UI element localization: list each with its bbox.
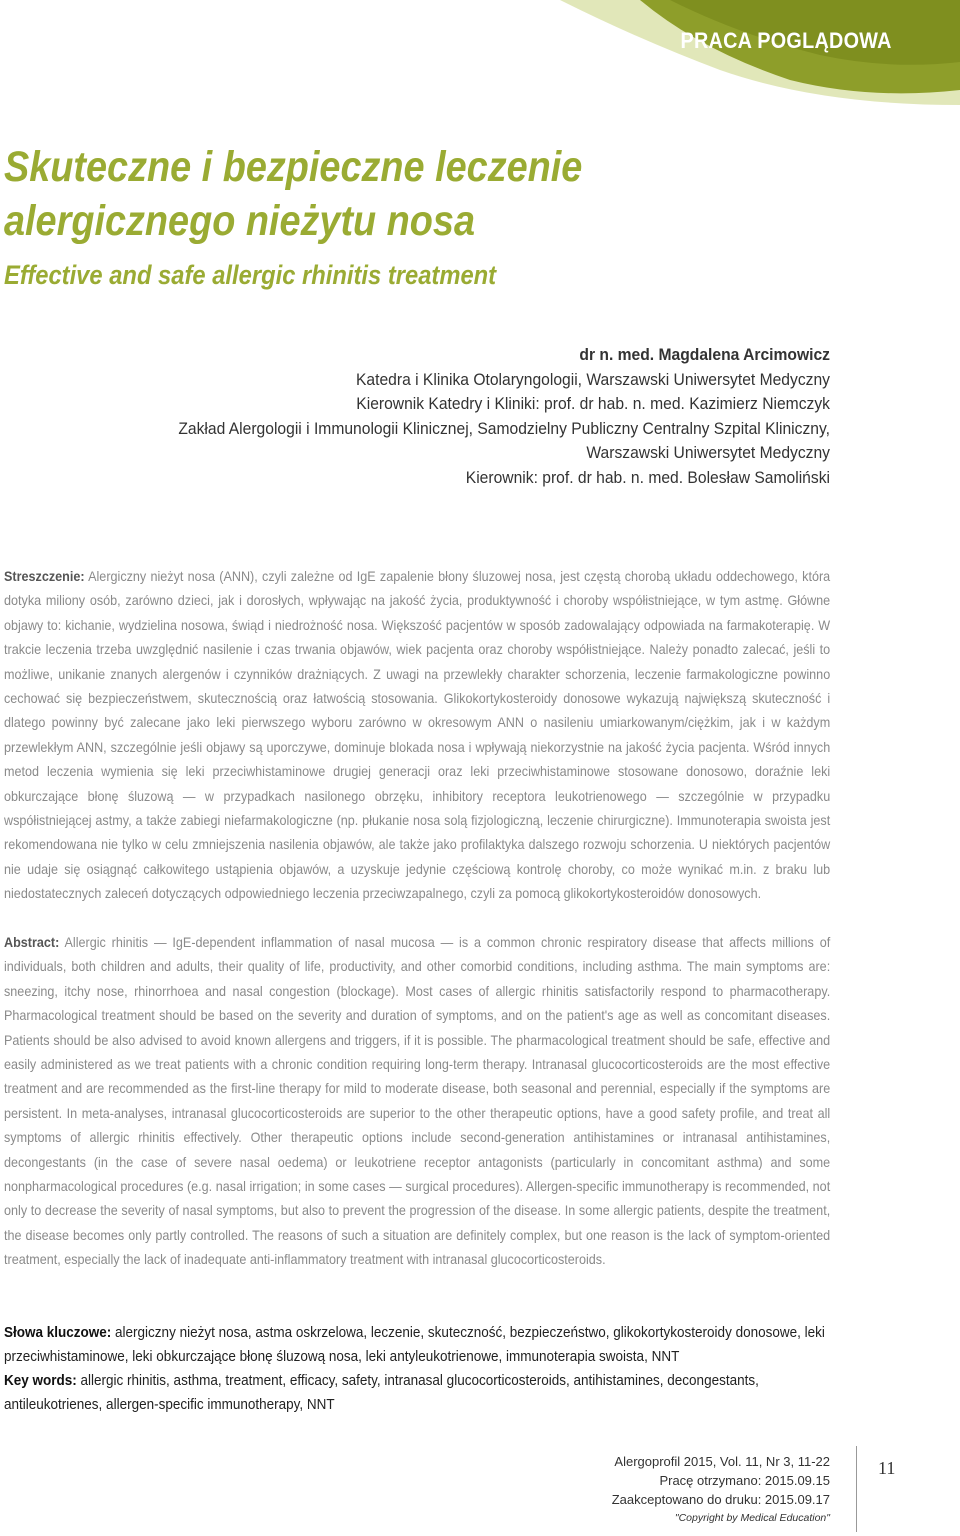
- title-pl-line-1: Skuteczne i bezpieczne leczenie: [4, 143, 583, 191]
- abstract-en-text: Allergic rhinitis — IgE-dependent inflammation of nasal mucosa — is a common chronic respiratory disease that affects millions of individuals, both children and adults, their quality of life, productivity, and other comorbid conditions, including asthma. The main symptoms are: sneezing, itchy nose, rhinorrhoea and nasal congestion (blockage). Most cases of allergic rhinitis satisfactorily respond to pharmacotherapy. Pharmacological treatment should be based on the severity and duration of symptoms, and on the patient's age as well as concomitant diseases. Patients should be also advised to avoid known allergens and triggers, if it is possible. The pharmacological treatment should be safe, effective and easily administered as we treat patients with a chronic condition requiring long-term therapy. Intranasal glucocorticosteroids are the most effective treatment and are recommended as the first-line therapy for mild to moderate disease, both seasonal and perennial, especially if the symptoms are persistent. In meta-analyses, intranasal glucocorticosteroids are superior to the other therapeutic options, have a good safety profile, and treat all symptoms of allergic rhinitis effectively. Other therapeutic options include second-generation antihistamines or intranasal antihistamines, decongestants (in the case of severe nasal oedema) or leukotriene receptor antagonists (particularly in concomitant asthma) and some nonpharmacological procedures (e.g. nasal irrigation; in some cases — surgical procedures). Allergen-specific immunotherapy is recommended, not only to decrease the severity of nasal symptoms, but also to prevent the progression of the disease. In some allergic patients, despite the treatment, the disease becomes only partly controlled. The reasons of such a situation are definitely complex, but one reason is the lack of symptom-oriented treatment, especially the lack of inadequate anti-inflammatory treatment with intranasal glucocorticosteroids.: [4, 934, 831, 1268]
- journal-footer: [612, 1452, 830, 1528]
- keywords-en-label: Key words:: [4, 1372, 77, 1389]
- abstract-pl-label: Streszczenie:: [4, 568, 85, 584]
- copyright-note: "Copyright by Medical Education": [674, 1512, 830, 1524]
- banner-decoration: [520, 0, 960, 130]
- affiliation-line: Katedra i Klinika Otolaryngologii, Warszawski Uniwersytet Medyczny: [355, 369, 830, 389]
- keywords-en-text: allergic rhinitis, asthma, treatment, efficacy, safety, intranasal glucocorticosteroids, antihistamines, decongestants, antileukotrienes, allergen-specific immunotherapy, NNT: [4, 1372, 759, 1413]
- keywords-pl-label: Słowa kluczowe:: [4, 1324, 112, 1341]
- keywords-section: [4, 1321, 830, 1417]
- keywords-pl: [4, 1321, 830, 1369]
- page-number: 11: [878, 1458, 896, 1478]
- abstract-pl-text: Alergiczny nieżyt nosa (ANN), czyli zależne od IgE zapalenie błony śluzowej nosa, jest częstą chorobą układu oddechowego, która dotyka miliony osób, zarówno dzieci, jak i dorosłych, wpływając na jakość życia, produktywność i choroby współistniejące, w tym astmę. Główne objawy to: kichanie, wydzielina nosowa, świąd i niedrożność nosa. Większość pacjentów w sposób zadowalający odpowiada na farmakoterapię. W trakcie leczenia trzeba uwzględnić nasilenie i czas trwania objawów, wiek pacjenta oraz choroby współistniejące. Należy ponadto zalecać, jeśli to możliwe, unikanie znanych alergenów i czynników drażniących. Z uwagi na przewlekły charakter schorzenia, leczenie farmakologiczne powinno cechować się bezpieczeństwem, skutecznością oraz łatwością stosowania. Glikokortykosteroidy donosowe wykazują największą skuteczność i dlatego powinny być zalecane jako leki pierwszego wyboru zarówno w okresowym ANN o nasileniu umiarkowanym/ciężkim, jak i w każdym przewlekłym ANN, szczególnie jeśli objawy są uporczywe, dominuje blokada nosa i wpływają niekorzystnie na jakość życia pacjenta. Wśród innych metod leczenia wymienia się leki przeciwhistaminowe drugiej generacji oraz leki przeciwhistaminowe stosowane donosowo, doraźnie leki obkurczające błonę śluzową — w przypadkach nasilonego obrzęku, inhibitory receptora leukotrienowego — szczególnie w przypadku współistniejącej astmy, a także zabiegi niefarmakologiczne (np. płukanie nosa solą fizjologiczną, leczenie chirurgiczne). Immunoterapia swoista jest rekomendowana nie tylko w celu zmniejszenia nasilenia objawów, ale także jako profilaktyka dalszego rozwoju schorzenia. U niektórych pacjentów nie udaje się osiągnąć całkowitego ustąpienia objawów, a uzyskuje jedynie częściową kontrolę choroby, co może wynikać m.in. z braku lub niedostatecznych zaleceń dotyczących odpowiedniego leczenia przeciwzapalnego, czyli za pomocą glikokortykosteroidów donosowych.: [4, 568, 831, 902]
- article-title-en: Effective and safe allergic rhinitis treatment: [4, 260, 497, 290]
- abstract-en-label: Abstract:: [4, 934, 60, 950]
- affiliation-line: Kierownik: prof. dr hab. n. med. Bolesław Samoliński: [465, 467, 830, 487]
- keywords-pl-text: alergiczny nieżyt nosa, astma oskrzelowa, leczenie, skuteczność, bezpieczeństwo, glikokortykosteroidy donosowe, leki przeciwhistaminowe, leki obkurczające błonę śluzową nosa, leki antyleukotrienowe, immunoterapia swoista, NNT: [4, 1324, 825, 1365]
- author-affiliations: [30, 343, 830, 491]
- article-title-pl: [4, 140, 761, 248]
- title-pl-line-2: alergicznego nieżytu nosa: [4, 197, 476, 245]
- abstract-pl: [4, 564, 830, 906]
- received-date: Pracę otrzymano: 2015.09.15: [659, 1473, 830, 1488]
- footer-divider: [856, 1446, 857, 1532]
- author-name: dr n. med. Magdalena Arcimowicz: [579, 345, 830, 364]
- section-label: PRACA POGLĄDOWA: [680, 28, 892, 53]
- journal-citation: Alergoprofil 2015, Vol. 11, Nr 3, 11-22: [614, 1454, 830, 1469]
- affiliation-line: Zakład Alergologii i Immunologii Klinicznej, Samodzielny Publiczny Centralny Szpital Kliniczny,: [178, 418, 831, 438]
- affiliation-line: Kierownik Katedry i Kliniki: prof. dr hab. n. med. Kazimierz Niemczyk: [356, 394, 830, 414]
- affiliation-line: Warszawski Uniwersytet Medyczny: [586, 443, 830, 463]
- abstract-en: [4, 930, 830, 1272]
- header-banner: [520, 0, 960, 130]
- keywords-en: [4, 1369, 830, 1417]
- accepted-date: Zaakceptowano do druku: 2015.09.17: [611, 1492, 830, 1507]
